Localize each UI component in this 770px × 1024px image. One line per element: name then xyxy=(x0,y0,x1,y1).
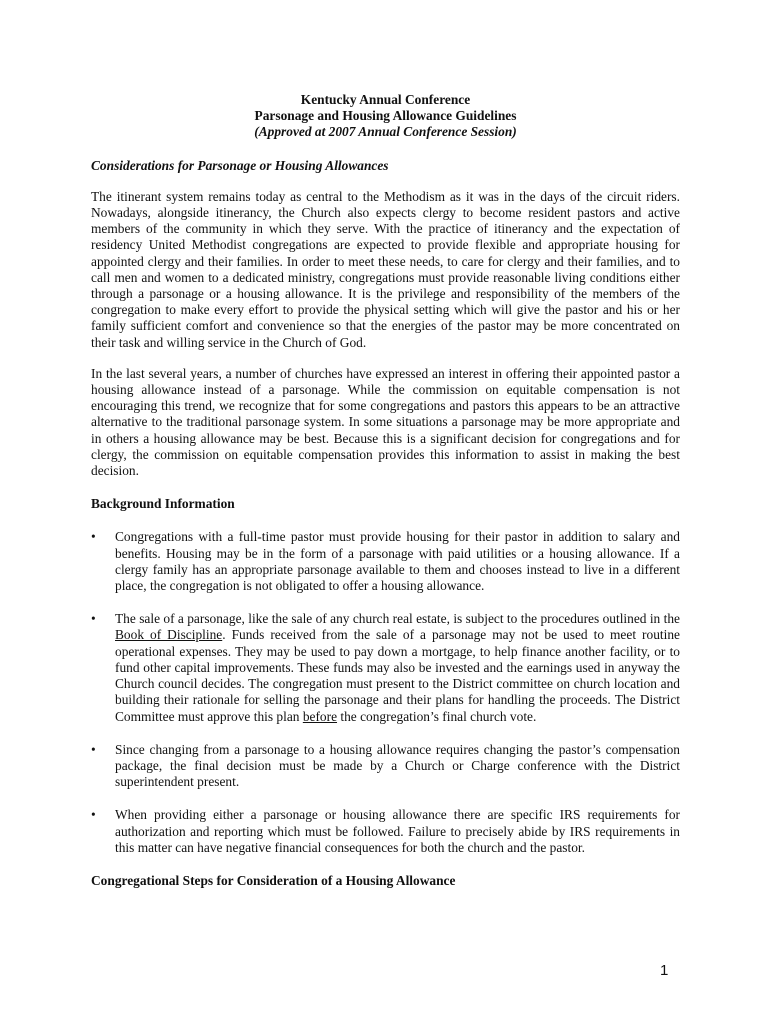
bullet-text-sale-end: the congregation’s final church vote. xyxy=(337,708,537,724)
list-item xyxy=(91,807,680,856)
considerations-paragraph-1: The itinerant system remains today as central to the Methodism as it was in the days of the circuit riders. Nowadays, alongside itinerancy, the Church also expects clergy to become resident pastors and active members of the community in which they serve. With the practice of itinerancy and the expectation of residency United Methodist congregations are expected to provide flexible and appropriate housing for appointed clergy and their families. In order to meet these needs, to care for clergy and their families, and to call men and women to a dedicated ministry, congregations must provide reasonable living conditions either through a parsonage or a housing allowance. It is the privilege and responsibility of the members of the congregation to make every effort to provide the physical setting which will give the pastor and his or her family sufficient comfort and convenience so that the energies of the pastor may be more concentrated on their task and willing service in the Church of God. xyxy=(91,188,680,350)
document-page xyxy=(91,92,680,889)
considerations-heading: Considerations for Parsonage or Housing Allowances xyxy=(91,157,389,173)
bullet-text-compensation: Since changing from a parsonage to a housing allowance requires changing the pastor’s compensation package, the final decision must be made by a Church or Charge conference with the District superintendent present. xyxy=(115,741,680,790)
conference-title: Kentucky Annual Conference xyxy=(300,92,471,107)
guidelines-title: Parsonage and Housing Allowance Guidelines xyxy=(254,108,517,124)
bullet-text-sale-body: . Funds received from the sale of a parsonage may not be used to meet routine operational expenses. They may be used to pay down a mortgage, to help finance another facility, or to fund other capital improvements. These funds may also be invested and the earnings used in anyway the Church council decides. The congregation must present to the District committee on church location and building their rationale for selling the parsonage and their plans for handling the proceeds. The District Committee must approve this plan xyxy=(115,627,680,724)
list-item xyxy=(91,529,680,594)
list-item xyxy=(91,742,680,791)
bullet-icon: • xyxy=(91,807,96,823)
background-heading: Background Information xyxy=(91,496,235,512)
book-of-discipline-ref: Book of Discipline xyxy=(115,627,223,643)
bullet-icon: • xyxy=(91,741,96,757)
before-emphasis: before xyxy=(302,708,338,724)
background-list xyxy=(91,529,680,855)
approval-note: (Approved at 2007 Annual Conference Session) xyxy=(254,124,517,140)
bullet-text-irs: When providing either a parsonage or housing allowance there are specific IRS requirements for authorization and reporting which must be followed. Failure to precisely abide by IRS requirements in this matter can have negative financial consequences for both the church and the pastor. xyxy=(115,807,680,855)
bullet-text-sale-intro: The sale of a parsonage, like the sale of any church real estate, is subject to the procedures outlined in the xyxy=(115,611,680,627)
bullet-icon: • xyxy=(91,611,96,627)
document-header xyxy=(91,92,680,141)
page-number: 1 xyxy=(660,962,669,979)
bullet-text-housing: Congregations with a full-time pastor must provide housing for their pastor in addition to salary and benefits. Housing may be in the form of a parsonage with paid utilities or a housing allowance. If a clergy family has an appropriate parsonage available to them and chooses instead to live in a different place, the congregation is not obligated to offer a housing allowance. xyxy=(115,529,680,594)
bullet-icon: • xyxy=(91,529,96,545)
considerations-paragraph-2: In the last several years, a number of churches have expressed an interest in offering their appointed pastor a housing allowance instead of a parsonage. While the commission on equitable compensation is not encouraging this trend, we recognize that for some congregations and pastors this appears to be an attractive alternative to the traditional parsonage system. In some situations a parsonage may be more appropriate and in others a housing allowance may be best. Because this is a significant decision for congregations and for clergy, the commission on equitable compensation provides this information to assist in making the best decision. xyxy=(91,365,680,479)
steps-heading: Congregational Steps for Consideration of a Housing Allowance xyxy=(91,872,456,888)
list-item xyxy=(91,611,680,724)
